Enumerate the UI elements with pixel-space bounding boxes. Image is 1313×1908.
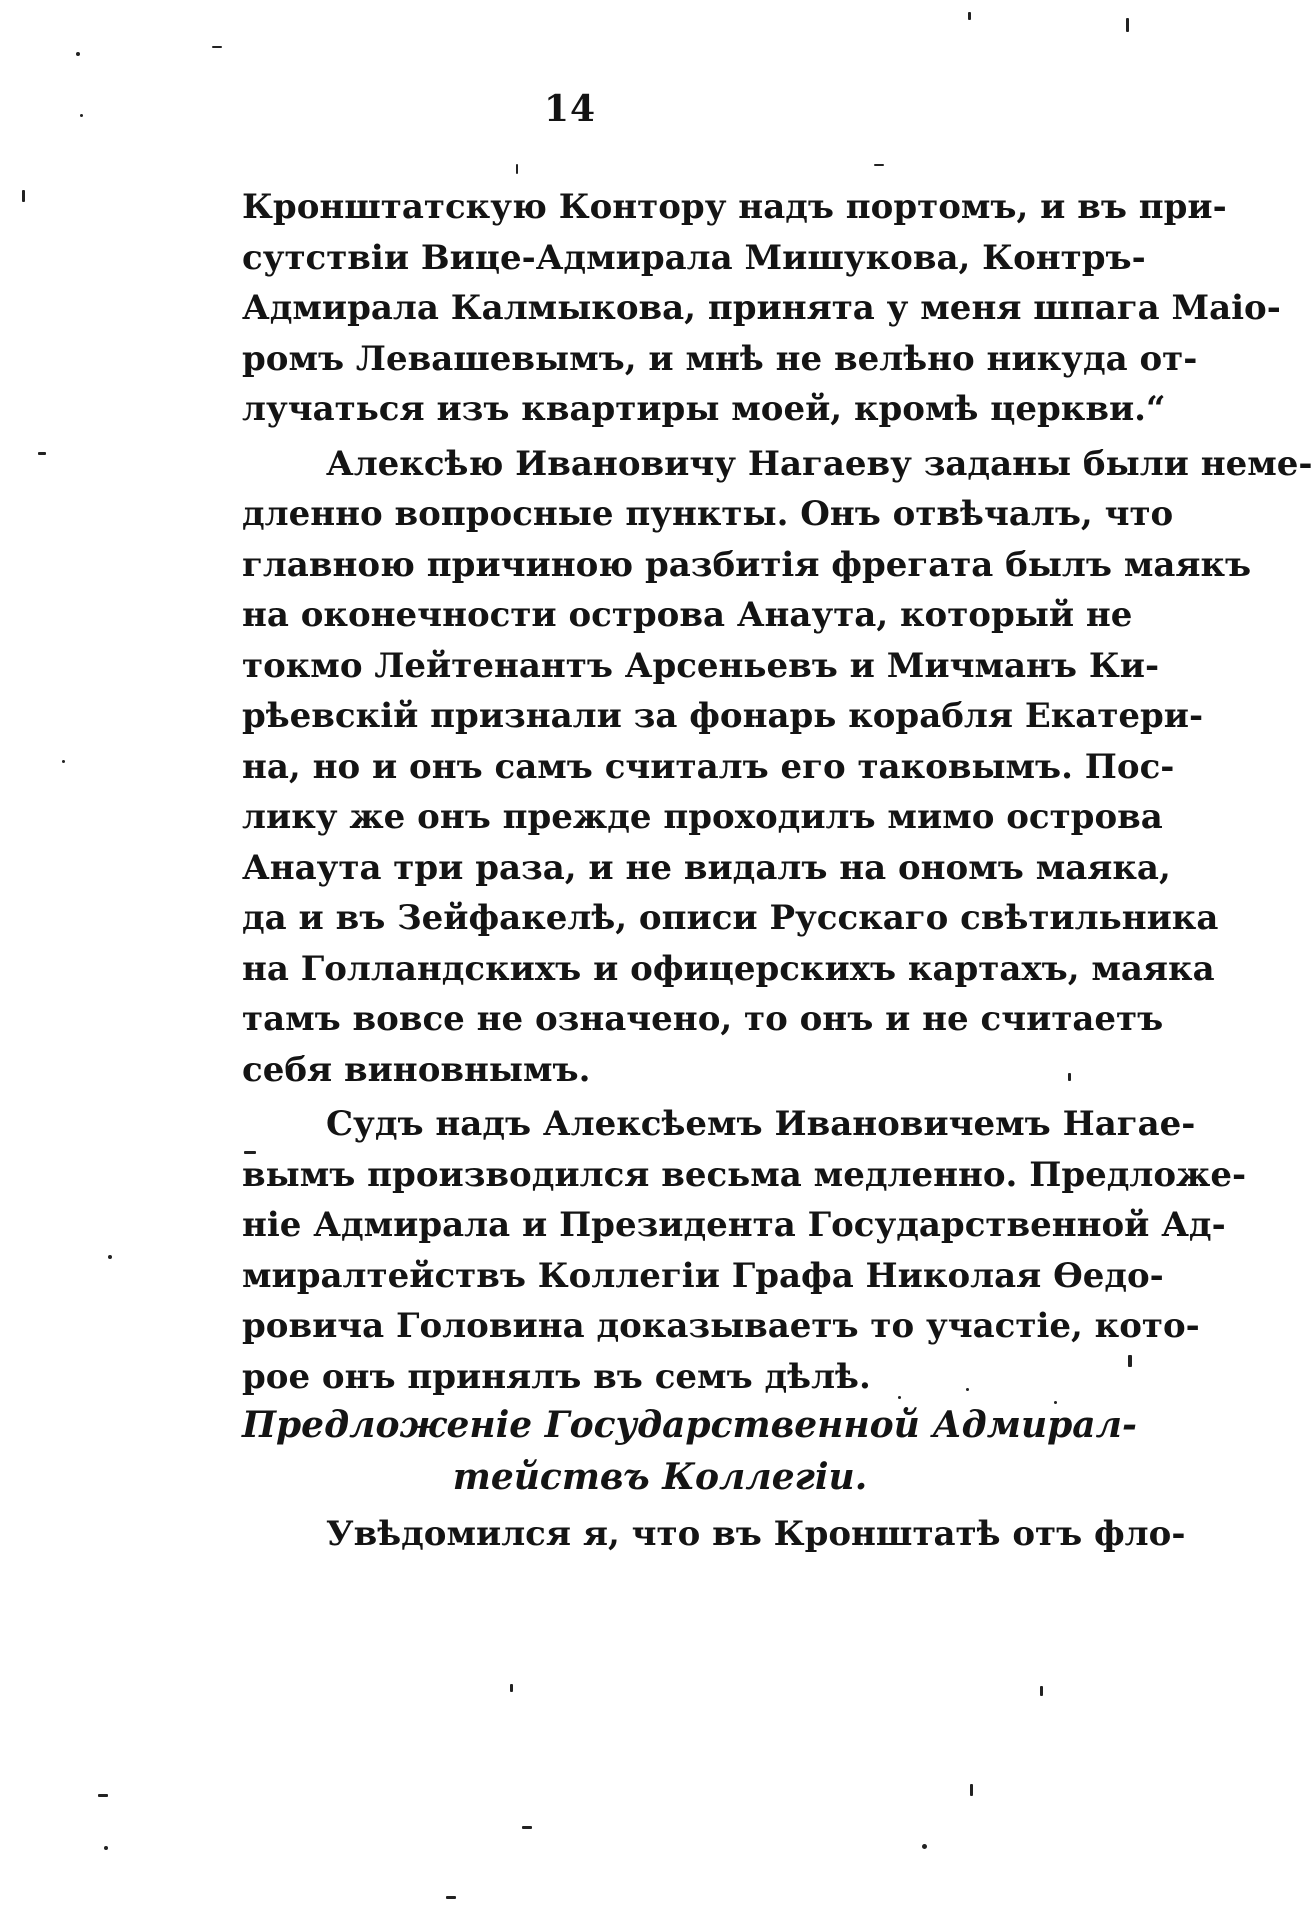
text-line: Алексѣю Ивановичу Нагаеву заданы были неме-: [326, 443, 1313, 484]
text-line: рое онъ принялъ въ семъ дѣлѣ.: [242, 1356, 871, 1397]
text-line: Увѣдомился я, что въ Кронштатѣ отъ фло-: [326, 1514, 1186, 1554]
text-line: лику же онъ прежде проходилъ мимо острова: [242, 797, 1163, 837]
scan-speck: [1126, 18, 1129, 32]
text-line: лучаться изъ квартиры моей, кромѣ церкви.“: [242, 389, 1166, 429]
scan-speck: [970, 1784, 973, 1796]
text-line: ніе Адмирала и Президента Государственной Ад-: [242, 1205, 1226, 1245]
text-line: Судъ надъ Алексѣемъ Ивановичемъ Нагае-: [326, 1104, 1196, 1144]
section-heading-line-2: тействъ Коллегіи.: [452, 1456, 868, 1498]
scan-speck: [1040, 1686, 1043, 1696]
scan-speck: [922, 1844, 927, 1849]
scan-speck: [966, 1388, 969, 1391]
paragraph-3: [242, 1099, 1247, 1402]
section-heading: [242, 1399, 1137, 1503]
text-line: себя виновнымъ.: [242, 1049, 591, 1090]
text-line: тамъ вовсе не означено, то онъ и не считаетъ: [242, 999, 1164, 1039]
scan-speck: [1068, 1073, 1071, 1081]
page-number: 14: [543, 88, 597, 130]
scan-speck: [874, 164, 884, 166]
text-line: вымъ производился весьма медленно. Предложе-: [242, 1154, 1247, 1195]
paragraph-2: [242, 439, 1313, 1096]
scan-speck: [38, 452, 46, 455]
scan-speck: [516, 164, 518, 174]
text-line: ровича Головина доказываетъ то участіе, кото-: [242, 1306, 1200, 1346]
text-line: Адмирала Калмыкова, принята у меня шпага Маіо-: [242, 288, 1281, 328]
text-line: Кронштатскую Контору надъ портомъ, и въ при-: [242, 187, 1227, 227]
text-line: ромъ Левашевымъ, и мнѣ не велѣно никуда от-: [242, 338, 1198, 379]
text-line: дленно вопросные пункты. Онъ отвѣчалъ, что: [242, 494, 1174, 534]
scan-speck: [510, 1684, 513, 1692]
scan-speck: [212, 46, 222, 48]
text-line: на, но и онъ самъ считалъ его таковымъ. Пос-: [242, 746, 1175, 787]
text-line: на Голландскихъ и офицерскихъ картахъ, маяка: [242, 948, 1215, 989]
scan-speck: [522, 1826, 532, 1829]
text-line: токмо Лейтенантъ Арсеньевъ и Мичманъ Ки-: [242, 645, 1160, 686]
scan-speck: [62, 760, 65, 763]
scan-speck: [446, 1896, 456, 1899]
text-line: сутствіи Вице-Адмирала Мишукова, Контръ-: [242, 237, 1146, 278]
scan-speck: [898, 1396, 901, 1399]
scan-speck: [98, 1794, 108, 1797]
section-heading-line-1: Предложеніе Государственной Адмирал-: [242, 1404, 1137, 1446]
text-line: Анаута три раза, и не видалъ на ономъ маяка,: [242, 847, 1171, 888]
text-line: рѣевскій признали за фонарь корабля Екатери-: [242, 696, 1204, 736]
body-text: [242, 182, 1313, 1402]
text-line: на оконечности острова Анаута, который не: [242, 595, 1133, 635]
scan-speck: [108, 1255, 112, 1259]
scan-speck: [1128, 1355, 1132, 1367]
scan-speck: [80, 114, 83, 117]
scan-speck: [104, 1846, 108, 1850]
paragraph-1: [242, 182, 1281, 435]
scan-speck: [1054, 1401, 1057, 1404]
text-line: миралтействъ Коллегіи Графа Николая Ѳедо-: [242, 1255, 1164, 1296]
closing-paragraph: [242, 1509, 1186, 1560]
scan-speck: [968, 12, 971, 20]
text-line: главною причиною разбитія фрегата былъ маякъ: [242, 544, 1252, 585]
scan-speck: [244, 1151, 256, 1154]
scan-speck: [76, 52, 80, 56]
text-line: да и въ Зейфакелѣ, описи Русскаго свѣтильника: [242, 898, 1219, 938]
scan-speck: [22, 190, 25, 202]
